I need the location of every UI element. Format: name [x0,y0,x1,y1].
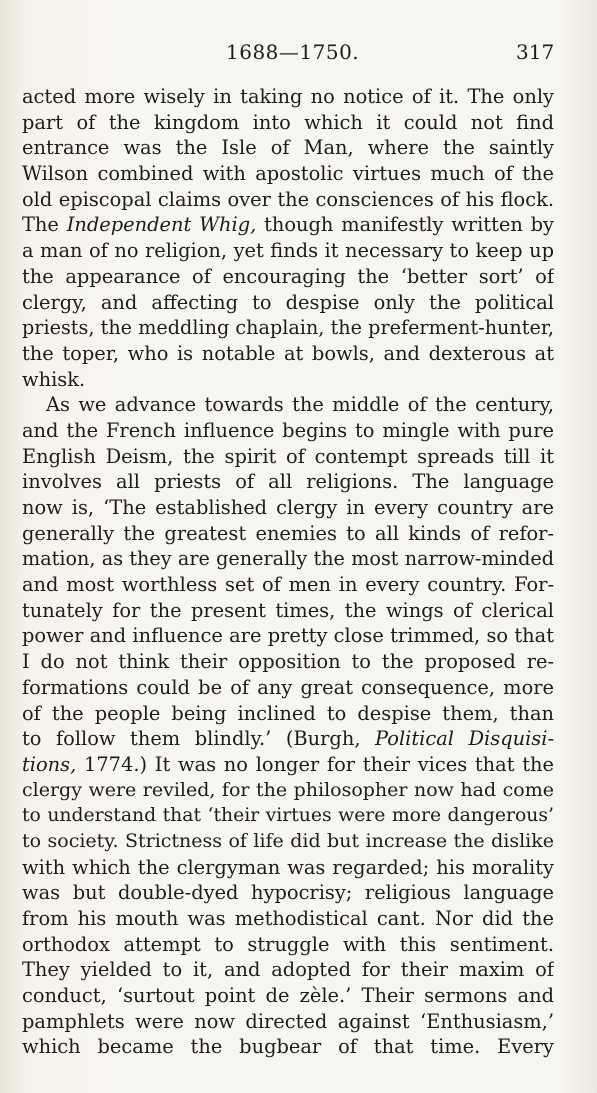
text-line: tunately for the present times, the wings of clerical [22,598,554,622]
text-line: with which the clergyman was regarded; his morality [22,855,554,879]
italic-title: Political Disquisi- [375,727,554,751]
text-line: clergy, and affecting to despise only the political [22,290,554,314]
text-line: involves all priests of all religions. The language [22,470,554,494]
text-line: the appearance of encouraging the ‘better sort’ of [22,264,554,288]
text-line: generally the greatest enemies to all kinds of refor- [22,521,554,545]
text-line: priests, the meddling chaplain, the preferment-hunter, [22,316,554,340]
text-line: English Deism, the spirit of contempt spreads till it [22,444,554,468]
text-line: and most worthless set of men in every country. For- [22,573,554,597]
text-line: tions, 1774.) It was no longer for their vices that the [22,752,554,776]
page-number: 317 [516,40,555,64]
text-line: which became the bugbear of that time. Every [22,1035,554,1059]
text-line: a man of no religion, yet finds it necessary to keep up [22,239,554,263]
text-line: As we advance towards the middle of the century, [46,393,554,417]
text-line: formations could be of any great consequence, more [22,675,554,699]
text-line: clergy were reviled, for the philosopher now had come [22,778,554,801]
text-line: to follow them blindly.’ (Burgh, Political Disquisi- [22,727,554,751]
text-line: conduct, ‘surtout point de zèle.’ Their sermons and [22,984,554,1008]
text-line: to society. Strictness of life did but increase the dislike [22,829,554,852]
text-line: of the people being inclined to despise them, than [22,701,554,725]
text-line: entrance was the Isle of Man, where the saintly [22,136,554,160]
text-line: to understand that ‘their virtues were more dangerous’ [22,805,554,827]
text-line: The Independent Whig, though manifestly written by [22,213,554,237]
text-line: now is, ‘The established clergy in every country are [22,496,554,519]
text-line: old episcopal claims over the consciences of his flock. [22,187,554,211]
text-line: and the French influence begins to mingle with pure [22,418,554,442]
text-line: pamphlets were now directed against ‘Enthusiasm,’ [22,1009,554,1033]
text-line: They yielded to it, and adopted for their maxim of [22,958,554,982]
text-line: mation, as they are generally the most narrow-minded [22,547,554,571]
text-line: power and influence are pretty close trimmed, so that [22,624,554,648]
text-line: whisk. [22,367,86,391]
text-line: part of the kingdom into which it could not find [22,110,554,134]
text-line: acted more wisely in taking no notice of it. The only [22,85,554,108]
running-head-title: 1688—1750. [226,40,360,64]
text-line: was but double-dyed hypocrisy; religious language [22,881,554,905]
text-line: orthodox attempt to struggle with this sentiment. [22,932,554,956]
italic-title: Independent Whig, [66,213,257,237]
running-head [0,40,597,68]
italic-title: tions, [22,752,77,776]
text-line: the toper, who is notable at bowls, and dexterous at [22,341,554,365]
body-text [22,84,554,1060]
text-line: I do not think their opposition to the proposed re- [22,650,554,674]
text-line: from his mouth was methodistical cant. Nor did the [22,907,554,930]
text-line: Wilson combined with apostolic virtues much of the [22,162,554,186]
